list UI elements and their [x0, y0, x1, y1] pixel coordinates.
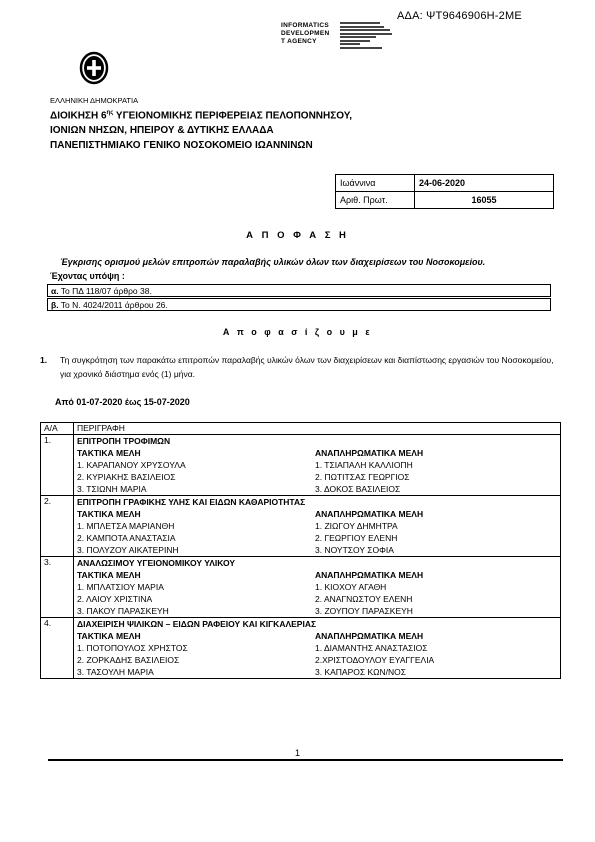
- ida-logo-line: INFORMATICS: [281, 22, 329, 29]
- protocol-label: Αριθ. Πρωτ.: [336, 192, 415, 209]
- member-row: [77, 471, 557, 483]
- regular-member: 2. ΚΑΜΠΟΤΑ ΑΝΑΣΤΑΣΙΑ: [77, 533, 176, 543]
- alternate-member: 2. ΠΩΤΙΤΣΑΣ ΓΕΩΡΓΙΟΣ: [315, 472, 410, 482]
- regular-member: 3. ΤΣΙΩΝΗ ΜΑΡΙΑ: [77, 484, 147, 494]
- committee-number: 1.: [41, 435, 74, 496]
- member-role-headers: [77, 508, 557, 520]
- alternate-members-heading: ΑΝΑΠΛΗΡΩΜΑΤΙΚΑ ΜΕΛΗ: [315, 631, 424, 641]
- committees-table: [40, 422, 561, 679]
- alternate-member: 3. ΔΟΚΟΣ ΒΑΣΙΛΕΙΟΣ: [315, 484, 401, 494]
- alternate-member: 1. ΖΙΩΓΟΥ ΔΗΜΗΤΡΑ: [315, 521, 398, 531]
- issuer-header: [50, 96, 352, 153]
- alternate-member: 1. ΤΣΙΑΠΑΛΗ ΚΑΛΛΙΟΠΗ: [315, 460, 413, 470]
- committee-group: [41, 557, 561, 618]
- regular-member: 1. ΜΠΛΕΤΣΑ ΜΑΡΙΑΝΘΗ: [77, 521, 175, 531]
- legal-reference-mark: β.: [51, 300, 59, 310]
- alternate-member: 3. ΝΟΥΤΣΟΥ ΣΟΦΙΑ: [315, 545, 394, 555]
- regular-member: 2. ΚΥΡΙΑΚΗΣ ΒΑΣΙΛΕΙΟΣ: [77, 472, 176, 482]
- member-row: [77, 605, 557, 617]
- republic-label: ΕΛΛΗΝΙΚΗ ΔΗΜΟΚΡΑΤΙΑ: [50, 96, 139, 105]
- decision-point: [40, 353, 560, 381]
- greek-emblem-icon: [78, 50, 110, 86]
- regular-member: 1. ΚΑΡΑΠΑΝΟΥ ΧΡΥΣΟΥΛΑ: [77, 460, 186, 470]
- member-row: [77, 459, 557, 471]
- alternate-members-heading: ΑΝΑΠΛΗΡΩΜΑΤΙΚΑ ΜΕΛΗ: [315, 509, 424, 519]
- issuer-line-2: ΙΟΝΙΩΝ ΝΗΣΩΝ, ΗΠΕΙΡΟΥ & ΔΥΤΙΚΗΣ ΕΛΛΑΔΑ: [50, 125, 274, 137]
- decision-point-number: 1.: [40, 355, 48, 365]
- column-header-aa: Α/Α: [41, 423, 74, 435]
- regular-members-heading: ΤΑΚΤΙΚΑ ΜΕΛΗ: [77, 448, 141, 458]
- document-subject: Έγκρισης ορισμού μελών επιτροπών παραλαβής υλικών όλων των διαχειρίσεων του Νοσοκομείου.: [60, 257, 486, 267]
- regular-member: 3. ΤΑΣΟΥΛΗ ΜΑΡΙΑ: [77, 667, 154, 677]
- committee-title: ΕΠΙΤΡΟΠΗ ΓΡΑΦΙΚΗΣ ΥΛΗΣ ΚΑΙ ΕΙΔΩΝ ΚΑΘΑΡΙΟΤΗΤΑΣ: [77, 497, 306, 507]
- committee-group: [41, 496, 561, 557]
- committee-details: [74, 618, 561, 679]
- committee-details: [74, 557, 561, 618]
- member-row: [77, 581, 557, 593]
- member-row: [77, 642, 557, 654]
- committee-title: ΕΠΙΤΡΟΠΗ ΤΡΟΦΙΜΩΝ: [77, 436, 171, 446]
- legal-reference-text: Το ΠΔ 118/07 άρθρο 38.: [58, 286, 152, 296]
- issuer-line-1: ΔΙΟΙΚΗΣΗ $6^{\eta\varsigma}$ ΥΓΕΙΟΝΟΜΙΚΗΣ ΠΕΡΙΦΕΡΕΙΑΣ ΠΕΛΟΠΟΝΝΗΣΟΥ,: [50, 110, 353, 122]
- decision-heading: Α π ο φ α σ ί ζ ο υ μ ε: [222, 327, 373, 337]
- member-row: [77, 666, 557, 678]
- ada-code: ΑΔΑ: ΨΤ9646906Η-2ΜΕ: [397, 10, 522, 22]
- committee-number: 2.: [41, 496, 74, 557]
- regular-member: 3. ΠΟΛΥΖΟΥ ΑΙΚΑΤΕΡΙΝΗ: [77, 545, 179, 555]
- member-role-headers: [77, 447, 557, 459]
- alternate-members-heading: ΑΝΑΠΛΗΡΩΜΑΤΙΚΑ ΜΕΛΗ: [315, 570, 424, 580]
- document-title: Α Π Ο Φ Α Σ Η: [246, 230, 349, 241]
- member-row: [77, 520, 557, 532]
- regular-member: 3. ΠΑΚΟΥ ΠΑΡΑΣΚΕΥΗ: [77, 606, 169, 616]
- issuer-line-3: ΠΑΝΕΠΙΣΤΗΜΙΑΚΟ ΓΕΝΙΚΟ ΝΟΣΟΚΟΜΕΙΟ ΙΩΑΝΝΙΝΩΝ: [50, 140, 313, 152]
- regular-members-heading: ΤΑΚΤΙΚΑ ΜΕΛΗ: [77, 509, 141, 519]
- page-number: 1: [294, 748, 300, 758]
- city-label: Ιωάννινα: [336, 175, 415, 192]
- alternate-members-heading: ΑΝΑΠΛΗΡΩΜΑΤΙΚΑ ΜΕΛΗ: [315, 448, 424, 458]
- regular-member: 1. ΠΟΤΟΠΟΥΛΟΣ ΧΡΗΣΤΟΣ: [77, 643, 188, 653]
- committee-details: [74, 435, 561, 496]
- alternate-member: 1. ΔΙΑΜΑΝΤΗΣ ΑΝΑΣΤΑΣΙΟΣ: [315, 643, 428, 653]
- footer-rule: [48, 759, 563, 761]
- member-row: [77, 544, 557, 556]
- document-meta-table: [335, 174, 554, 209]
- decision-point-text: Τη συγκρότηση των παρακάτω επιτροπών παραλαβής υλικών όλων των διαχειρίσεων και διαπίστωσης εργασιών του Νοσοκομείου, για χρονικό διάστημα ενός (1) μήνα.: [60, 355, 554, 379]
- member-row: [77, 654, 557, 666]
- ida-logo-line: T AGENCY: [281, 38, 317, 45]
- regular-members-heading: ΤΑΚΤΙΚΑ ΜΕΛΗ: [77, 631, 141, 641]
- document-date: 24-06-2020: [415, 175, 554, 192]
- member-row: [77, 483, 557, 495]
- committee-number: 4.: [41, 618, 74, 679]
- legal-reference-text: Το Ν. 4024/2011 άρθρου 26.: [58, 300, 168, 310]
- regular-member: 2. ΛΑΙΟΥ ΧΡΙΣΤΙΝΑ: [77, 594, 153, 604]
- ida-logo-text-lines: [340, 22, 410, 50]
- committee-details: [74, 496, 561, 557]
- member-role-headers: [77, 630, 557, 642]
- legal-reference-mark: α.: [51, 286, 59, 296]
- alternate-member: 2. ΓΕΩΡΓΙΟΥ ΕΛΕΝΗ: [315, 533, 398, 543]
- committee-group: [41, 435, 561, 496]
- regular-member: 2. ΖΟΡΚΑΔΗΣ ΒΑΣΙΛΕΙΟΣ: [77, 655, 180, 665]
- committee-group: [41, 618, 561, 679]
- alternate-member: 2.ΧΡΙΣΤΟΔΟΥΛΟΥ ΕΥΑΓΓΕΛΙΑ: [315, 655, 435, 665]
- period: Από 01-07-2020 έως 15-07-2020: [55, 397, 190, 407]
- member-row: [77, 593, 557, 605]
- column-header-description: ΠΕΡΙΓΡΑΦΗ: [74, 423, 561, 435]
- committee-number: 3.: [41, 557, 74, 618]
- considerations-heading: Έχοντας υπόψη :: [50, 271, 125, 281]
- alternate-member: 3. ΚΑΠΑΡΟΣ ΚΩΝ/ΝΟΣ: [315, 667, 407, 677]
- alternate-member: 3. ΖΟΥΠΟΥ ΠΑΡΑΣΚΕΥΗ: [315, 606, 413, 616]
- regular-members-heading: ΤΑΚΤΙΚΑ ΜΕΛΗ: [77, 570, 141, 580]
- protocol-number: 16055: [415, 192, 554, 209]
- ida-logo-line: DEVELOPMEN: [281, 30, 330, 37]
- legal-reference: [47, 284, 551, 297]
- regular-member: 1. ΜΠΛΑΤΣΙΟΥ ΜΑΡΙΑ: [77, 582, 164, 592]
- member-row: [77, 532, 557, 544]
- legal-reference: [47, 298, 551, 311]
- committee-title: ΑΝΑΛΩΣΙΜΟΥ ΥΓΕΙΟΝΟΜΙΚΟΥ ΥΛΙΚΟΥ: [77, 558, 236, 568]
- committee-title: ΔΙΑΧΕΙΡΙΣΗ ΨΙΛΙΚΩΝ – ΕΙΔΩΝ ΡΑΦΕΙΟΥ ΚΑΙ ΚΙΓΚΑΛΕΡΙΑΣ: [77, 619, 317, 629]
- alternate-member: 2. ΑΝΑΓΝΩΣΤΟΥ ΕΛΕΝΗ: [315, 594, 413, 604]
- member-role-headers: [77, 569, 557, 581]
- alternate-member: 1. ΚΙΟΧΟΥ ΑΓΑΘΗ: [315, 582, 387, 592]
